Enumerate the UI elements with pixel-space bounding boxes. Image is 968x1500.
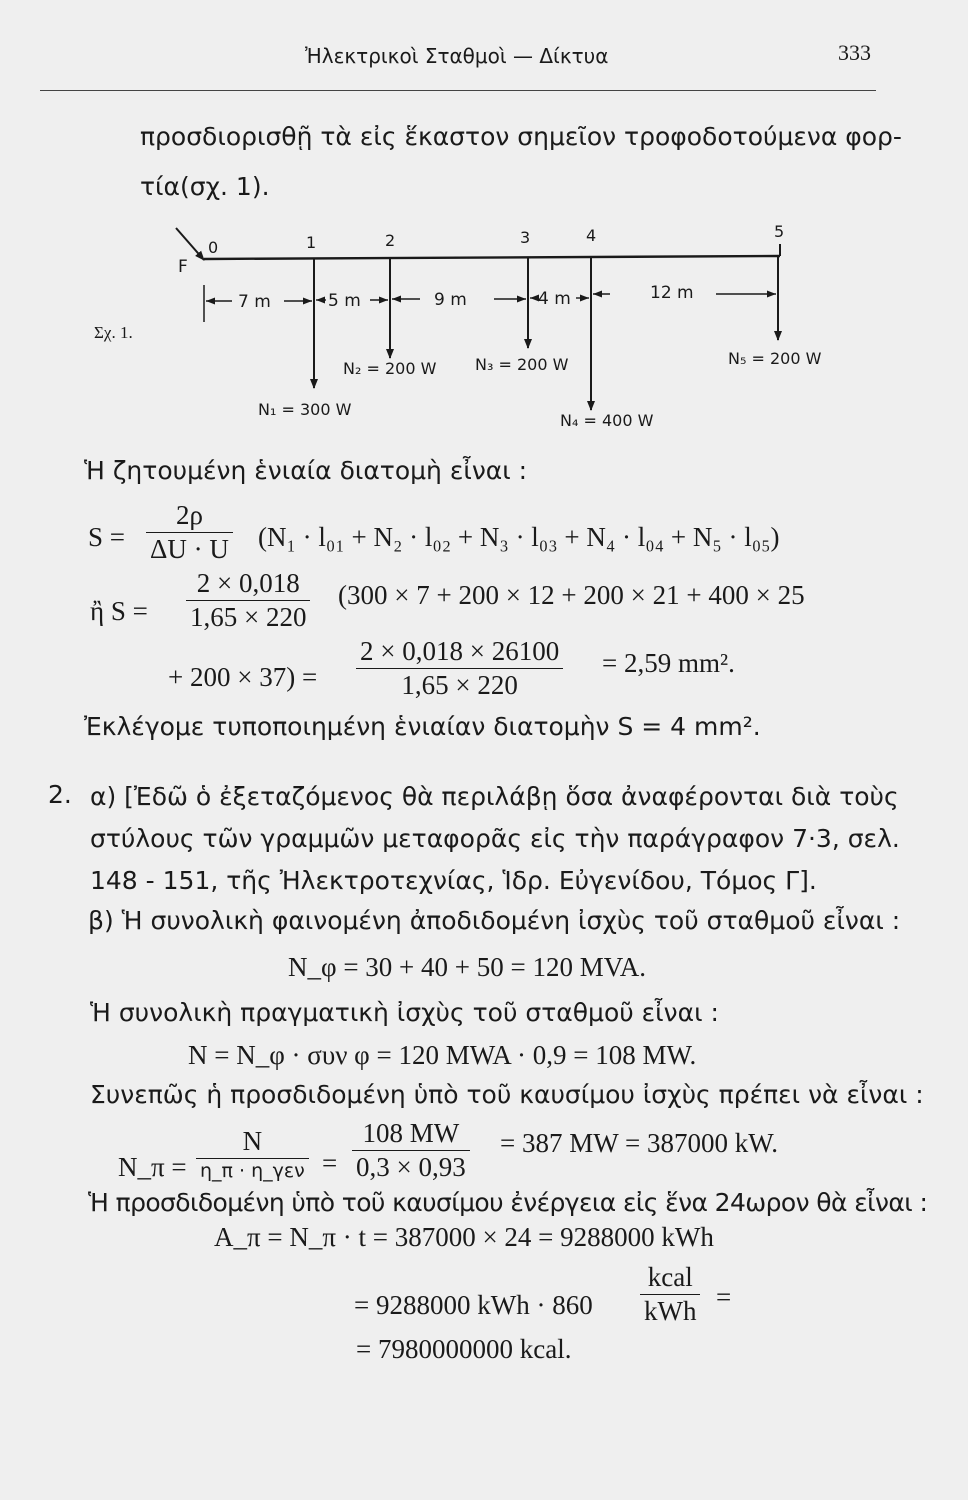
dim-4m: 4 m xyxy=(538,289,571,309)
eq2-rhs: (300 × 7 + 200 × 12 + 200 × 21 + 400 × 25 xyxy=(338,580,805,610)
problem2-a-line-1: α) [Ἐδῶ ὁ ἐξεταζόμενος θὰ περιλάβῃ ὅσα ἀναφέρονται διὰ τοὺς xyxy=(90,782,899,811)
eq-energy-2-den: kWh xyxy=(644,1296,697,1326)
eq-fuel-eq: = xyxy=(322,1148,338,1178)
eq3-num: 2 × 0,018 × 26100 xyxy=(360,636,560,666)
eq-energy-2-lhs: = 9288000 kWh · 860 xyxy=(354,1290,593,1320)
page-number: 333 xyxy=(838,40,871,65)
eq-fuel-frac2 xyxy=(352,1118,470,1183)
node-label-1: 1 xyxy=(306,233,317,252)
eq-fuel-frac1-den: η_π · η_γεν xyxy=(200,1160,305,1182)
load-label-5: N₅ = 200 W xyxy=(728,349,822,368)
eq1-num: 2ρ xyxy=(175,500,203,530)
problem2-number: 2. xyxy=(48,780,72,809)
node-label-3: 3 xyxy=(520,228,531,247)
node-label-0: 0 xyxy=(208,238,219,257)
load-diagram xyxy=(0,0,968,440)
eq1-den: ΔU · U xyxy=(150,534,229,564)
dim-12m: 12 m xyxy=(650,283,694,303)
fuel-power-intro: Συνεπῶς ἡ προσδιδομένη ὑπὸ τοῦ καυσίμου ἰσχὺς πρέπει νὰ εἶναι : xyxy=(90,1080,924,1109)
dim-7m: 7 m xyxy=(238,292,271,312)
eq-fuel-rhs: = 387 MW = 387000 kW. xyxy=(500,1128,778,1158)
eq-energy-2-rhs: = xyxy=(716,1282,732,1312)
eq1-lhs: S = xyxy=(88,522,125,552)
eq3-lhs: + 200 × 37) = xyxy=(168,662,318,692)
real-power-intro: Ἡ συνολικὴ πραγματικὴ ἰσχὺς τοῦ σταθμοῦ εἶναι : xyxy=(90,998,719,1027)
figure-caption: Σχ. 1. xyxy=(94,323,133,342)
node-label-2: 2 xyxy=(385,231,396,250)
load-label-2: N₂ = 200 W xyxy=(343,359,437,378)
feeder-label: F xyxy=(178,257,188,277)
eq3-den: 1,65 × 220 xyxy=(401,670,518,700)
eq-fuel-frac1-num: N xyxy=(242,1126,263,1156)
feeder-arrow xyxy=(176,228,204,260)
eq1-rhs: (N₁ · l₀₁ + N₂ · l₀₂ + N₃ · l₀₃ + N₄ · l₀₄ + N₅ · l₀₅) xyxy=(258,522,780,552)
eq-real-power: N = N_φ · συν φ = 120 MWA · 0,9 = 108 MW. xyxy=(188,1040,697,1070)
eq3-rhs: = 2,59 mm². xyxy=(602,648,735,678)
eq-energy-3: = 7980000000 kcal. xyxy=(356,1334,572,1364)
main-line xyxy=(204,256,780,259)
eq2-fraction xyxy=(186,568,310,633)
eq3-fraction xyxy=(356,636,563,701)
energy-intro: Ἡ προσδιδομένη ὑπὸ τοῦ καυσίμου ἐνέργεια εἰς ἕνα 24ωρον θὰ εἶναι : xyxy=(88,1188,928,1217)
eq-apparent-power: N_φ = 30 + 40 + 50 = 120 MVA. xyxy=(288,952,647,982)
running-header: Ἠλεκτρικοὶ Σταθμοὶ — Δίκτυα xyxy=(305,44,609,68)
solution1-conclusion: Ἐκλέγομε τυποποιημένη ἑνιαίαν διατομὴν S = 4 mm². xyxy=(84,712,761,741)
load-label-1: N₁ = 300 W xyxy=(258,400,352,419)
dim-5m: 5 m xyxy=(328,291,361,311)
eq-fuel-lhs: N_π = xyxy=(118,1152,187,1182)
eq-energy-2-frac xyxy=(640,1262,700,1327)
node-label-5: 5 xyxy=(774,222,785,241)
eq-energy-1: A_π = N_π · t = 387000 × 24 = 9288000 kWh xyxy=(214,1222,714,1252)
intro-line-1: προσδιορισθῇ τὰ εἰς ἕκαστον σημεῖον τροφοδοτούμενα φορ- xyxy=(140,122,902,151)
eq-energy-2-num: kcal xyxy=(647,1262,693,1292)
eq2-lhs: ἢ S = xyxy=(90,596,148,626)
eq2-num: 2 × 0,018 xyxy=(196,568,300,598)
dim-9m: 9 m xyxy=(434,290,467,310)
eq-fuel-frac1 xyxy=(196,1126,309,1182)
eq1-fraction xyxy=(146,500,233,565)
load-label-3: N₃ = 200 W xyxy=(475,355,569,374)
problem2-b-intro: β) Ἡ συνολικὴ φαινομένη ἀποδιδομένη ἰσχὺς τοῦ σταθμοῦ εἶναι : xyxy=(88,906,901,935)
solution1-intro: Ἡ ζητουμένη ἑνιαία διατομὴ εἶναι : xyxy=(84,456,528,485)
eq-fuel-frac2-num: 108 MW xyxy=(362,1118,460,1148)
problem2-a-line-2: στύλους τῶν γραμμῶν μεταφορᾶς εἰς τὴν παράγραφον 7·3, σελ. xyxy=(90,824,900,853)
eq2-den: 1,65 × 220 xyxy=(190,602,307,632)
load-label-4: N₄ = 400 W xyxy=(560,411,654,430)
eq-fuel-frac2-den: 0,3 × 0,93 xyxy=(356,1152,466,1182)
intro-line-2: τία(σχ. 1). xyxy=(140,172,270,201)
node-label-4: 4 xyxy=(586,226,597,245)
problem2-a-line-3: 148 - 151, τῆς Ἠλεκτροτεχνίας, Ἱδρ. Εὐγενίδου, Τόμος Γ]. xyxy=(90,866,817,895)
